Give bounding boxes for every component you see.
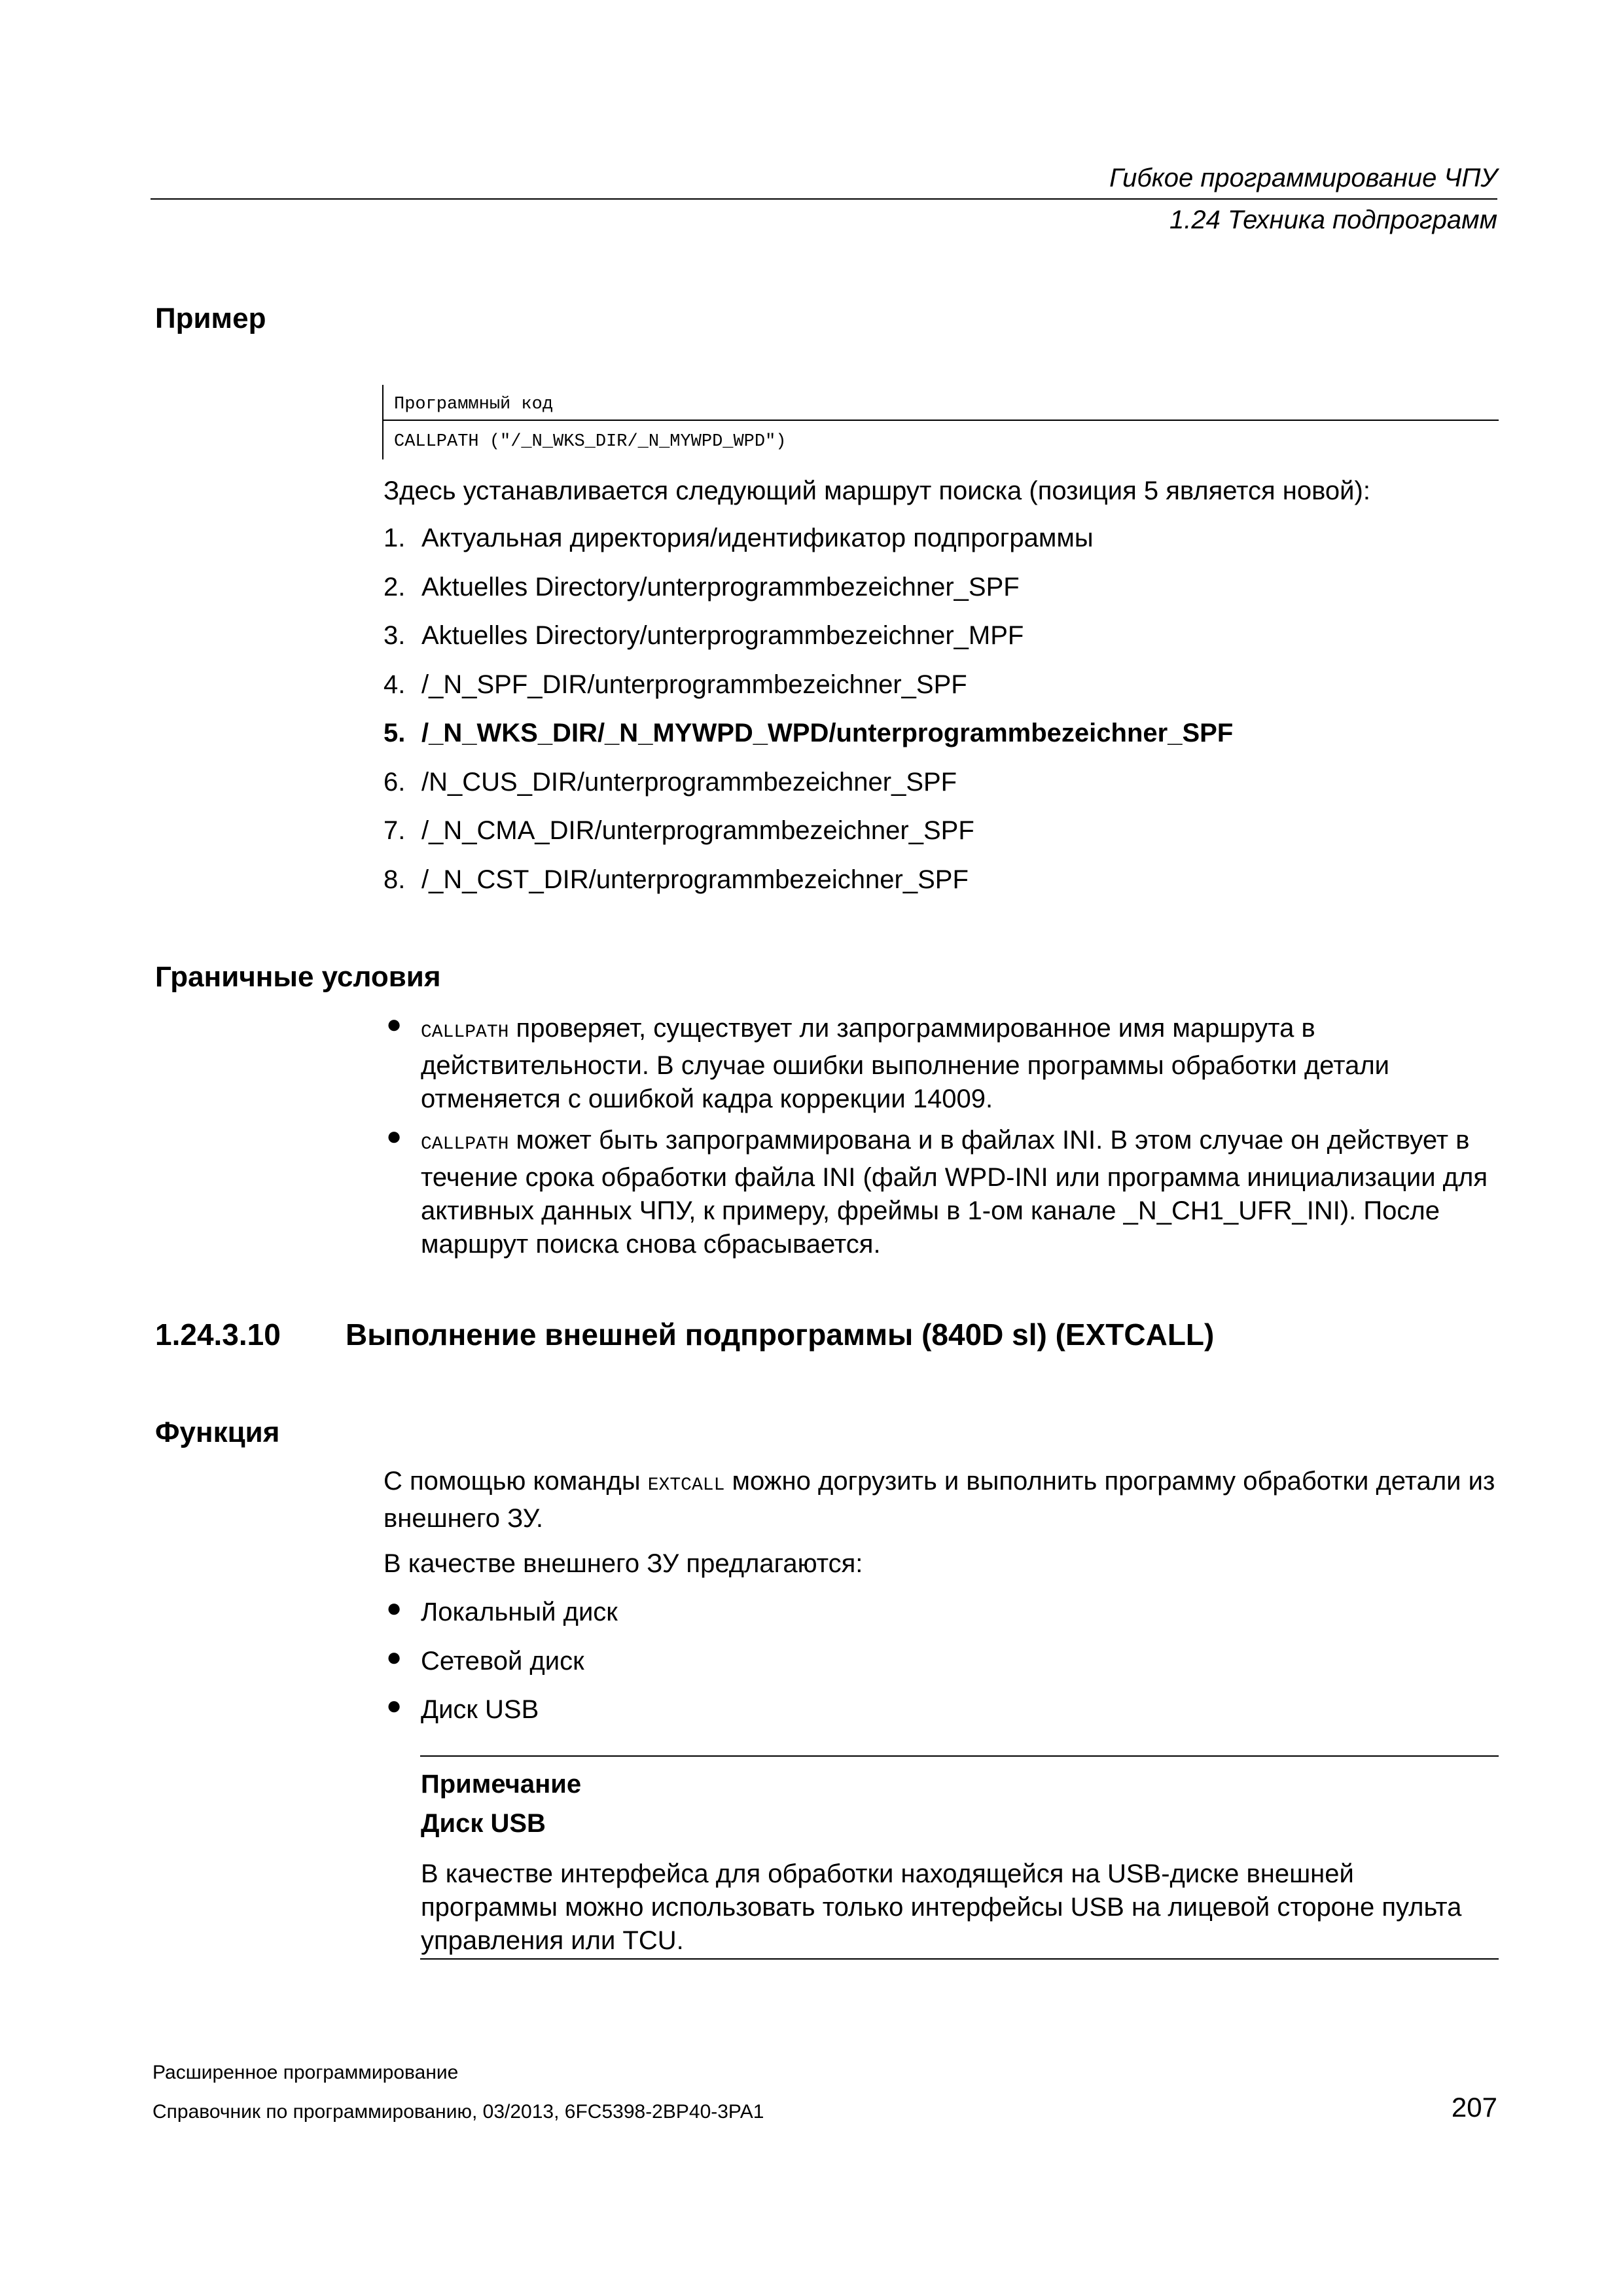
search-path-item: [383, 670, 967, 700]
list-text: /_N_SPF_DIR/unterprogrammbezeichner_SPF: [421, 670, 967, 699]
list-number: 7.: [383, 816, 406, 845]
search-path-item: [383, 621, 1024, 651]
search-path-item: [383, 865, 969, 895]
list-number: 2.: [383, 572, 406, 601]
bullet-icon: ●: [386, 1691, 402, 1720]
search-path-intro: Здесь устанавливается следующий маршрут поиска (позиция 5 является новой):: [383, 476, 1370, 505]
header-rule: [151, 198, 1497, 200]
list-number: 1.: [383, 524, 406, 552]
bullet-icon: ●: [386, 1594, 402, 1623]
list-text: /_N_CST_DIR/unterprogrammbezeichner_SPF: [421, 865, 969, 894]
note-text: В качестве интерфейса для обработки находящейся на USB-диске внешней программы можно использовать только интерфейсы USB на лицевой стороне пульта управления или TCU.: [421, 1859, 1462, 1955]
running-header-section: 1.24 Техника подпрограмм: [1169, 206, 1497, 234]
note-bottom-rule: [420, 1958, 1499, 1960]
page-number: 207: [1451, 2092, 1497, 2123]
search-path-item: [383, 573, 1020, 602]
list-text: Актуальная директория/идентификатор подпрограммы: [421, 524, 1094, 552]
inline-code: CALLPATH: [421, 1134, 509, 1155]
running-header-title: Гибкое программирование ЧПУ: [1109, 164, 1497, 192]
note-top-rule: [420, 1755, 1499, 1757]
conditions-bullet-1: CALLPATH проверяет, существует ли запрограммированное имя маршрута в действительности. В случае ошибки выполнение программы обработки детали отменяется с ошибкой кадра коррекции 14009.: [421, 1014, 1390, 1113]
function-heading: Функция: [155, 1416, 280, 1448]
footer-doc-info: Справочник по программированию, 03/2013, 6FC5398-2BP40-3PA1: [152, 2101, 764, 2123]
inline-code: CALLPATH: [421, 1022, 509, 1043]
search-path-item: [383, 719, 1233, 748]
list-number: 6.: [383, 767, 406, 797]
list-number: 3.: [383, 621, 406, 650]
bullet-icon: ●: [386, 1122, 402, 1151]
code-line: CALLPATH ("/_N_WKS_DIR/_N_MYWPD_WPD"): [394, 432, 787, 452]
inline-code: EXTCALL: [647, 1475, 725, 1496]
bullet-icon: ●: [386, 1642, 402, 1672]
storage-list-item: Сетевой диск: [421, 1646, 584, 1676]
search-path-item: [383, 768, 957, 797]
code-table: [382, 385, 1499, 459]
note-subtitle: Диск USB: [421, 1809, 546, 1838]
list-number: 8.: [383, 865, 406, 894]
conditions-bullet-2: CALLPATH может быть запрограммирована и в файлах INI. В этом случае он действует в течение срока обработки файла INI (файл WPD-INI или программа инициализации для активных данных ЧПУ, к примеру, фреймы в 1-ом канале _N_CH1_UFR_INI). После маршрут поиска снова сбрасывается.: [421, 1126, 1488, 1259]
list-text: /_N_CMA_DIR/unterprogrammbezeichner_SPF: [421, 816, 974, 845]
storage-list-item: Диск USB: [421, 1695, 539, 1724]
section-title: Выполнение внешней подпрограммы (840D sl) (EXTCALL): [346, 1318, 1215, 1352]
bullet-icon: ●: [386, 1010, 402, 1039]
section-number: 1.24.3.10: [155, 1318, 281, 1352]
list-number: 5.: [383, 719, 406, 747]
function-paragraph-2: В качестве внешнего ЗУ предлагаются:: [383, 1549, 863, 1578]
code-table-header: Программный код: [394, 395, 554, 414]
search-path-item: [383, 524, 1094, 553]
list-text: Aktuelles Directory/unterprogrammbezeichner_MPF: [421, 621, 1024, 650]
example-heading: Пример: [155, 302, 266, 334]
list-text: /N_CUS_DIR/unterprogrammbezeichner_SPF: [421, 767, 957, 797]
note-title: Примечание: [421, 1770, 582, 1799]
conditions-heading: Граничные условия: [155, 961, 441, 993]
list-text: Aktuelles Directory/unterprogrammbezeichner_SPF: [421, 572, 1020, 601]
storage-list-item: Локальный диск: [421, 1598, 618, 1626]
function-paragraph-1: С помощью команды EXTCALL можно догрузить и выполнить программу обработки детали из внешнего ЗУ.: [383, 1467, 1495, 1533]
footer-book-title: Расширенное программирование: [152, 2062, 459, 2083]
list-number: 4.: [383, 670, 406, 699]
list-text: /_N_WKS_DIR/_N_MYWPD_WPD/unterprogrammbezeichner_SPF: [421, 719, 1234, 747]
search-path-item: [383, 816, 974, 846]
